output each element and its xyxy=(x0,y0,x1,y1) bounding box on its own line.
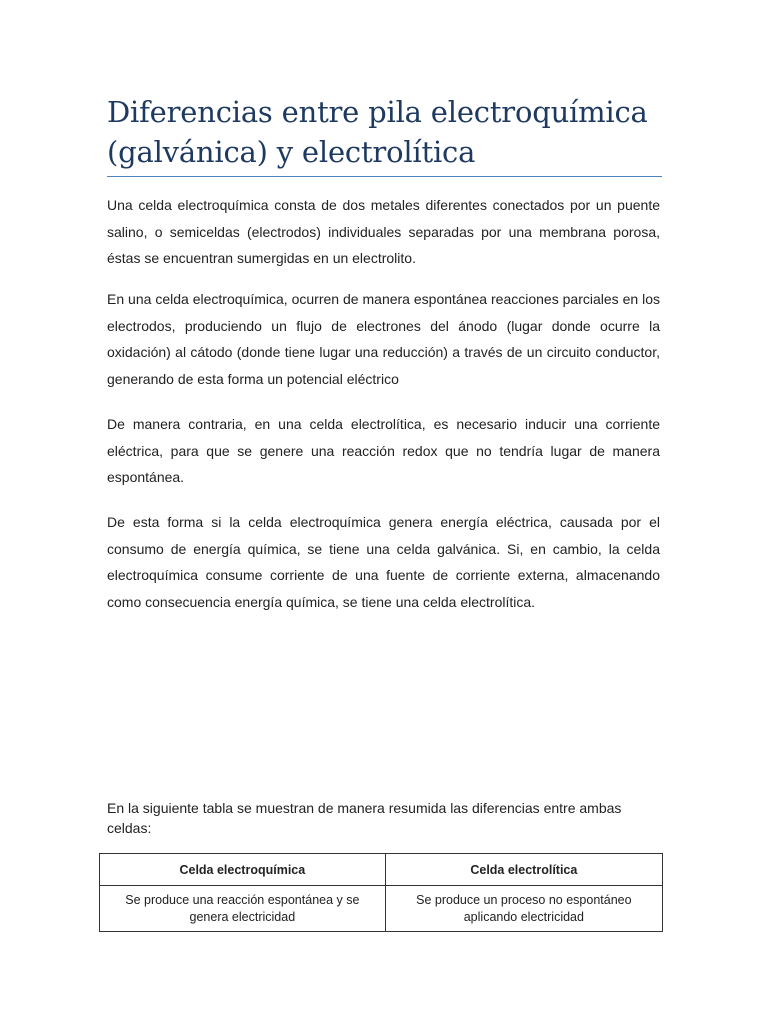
paragraph-comparison: De esta forma si la celda electroquímica genera energía eléctrica, causada por el consumo de energía química, se tiene una celda galvánica. Si, en cambio, la celda electroquímica consume corriente de una fuente de corriente externa, almacenando como consecuencia energía química, se tiene una celda electrolítica. xyxy=(107,514,660,610)
paragraph-electrochemical: En una celda electroquímica, ocurren de manera espontánea reacciones parciales en los electrodos, produciendo un flujo de electrones del ánodo (lugar donde ocurre la oxidación) al cátodo (donde tiene lugar una reducción) a través de un circuito conductor, generando de esta forma un potencial eléctrico xyxy=(107,291,660,387)
title-underline xyxy=(107,176,662,177)
table-header-row xyxy=(100,854,663,886)
column-header-electrolytic: Celda electrolítica xyxy=(385,854,662,886)
paragraph-intro: Una celda electroquímica consta de dos metales diferentes conectados por un puente salino, o semiceldas (electrodos) individuales separadas por una membrana porosa, éstas se encuentran sumergidas en un electrolito. xyxy=(107,197,660,266)
table-row xyxy=(100,886,663,932)
column-header-electrochemical: Celda electroquímica xyxy=(100,854,386,886)
paragraph-table-intro: En la siguiente tabla se muestran de manera resumida las diferencias entre ambas celdas: xyxy=(107,800,622,836)
comparison-table xyxy=(99,853,663,932)
table-cell-electrolytic: Se produce un proceso no espontáneo aplicando electricidad xyxy=(385,886,662,932)
table-cell-electrochemical: Se produce una reacción espontánea y se genera electricidad xyxy=(100,886,386,932)
page-title: Diferencias entre pila electroquímica (galvánica) y electrolítica xyxy=(107,95,648,169)
paragraph-electrolytic: De manera contraria, en una celda electrolítica, es necesario inducir una corriente eléctrica, para que se genere una reacción redox que no tendría lugar de manera espontánea. xyxy=(107,416,660,485)
